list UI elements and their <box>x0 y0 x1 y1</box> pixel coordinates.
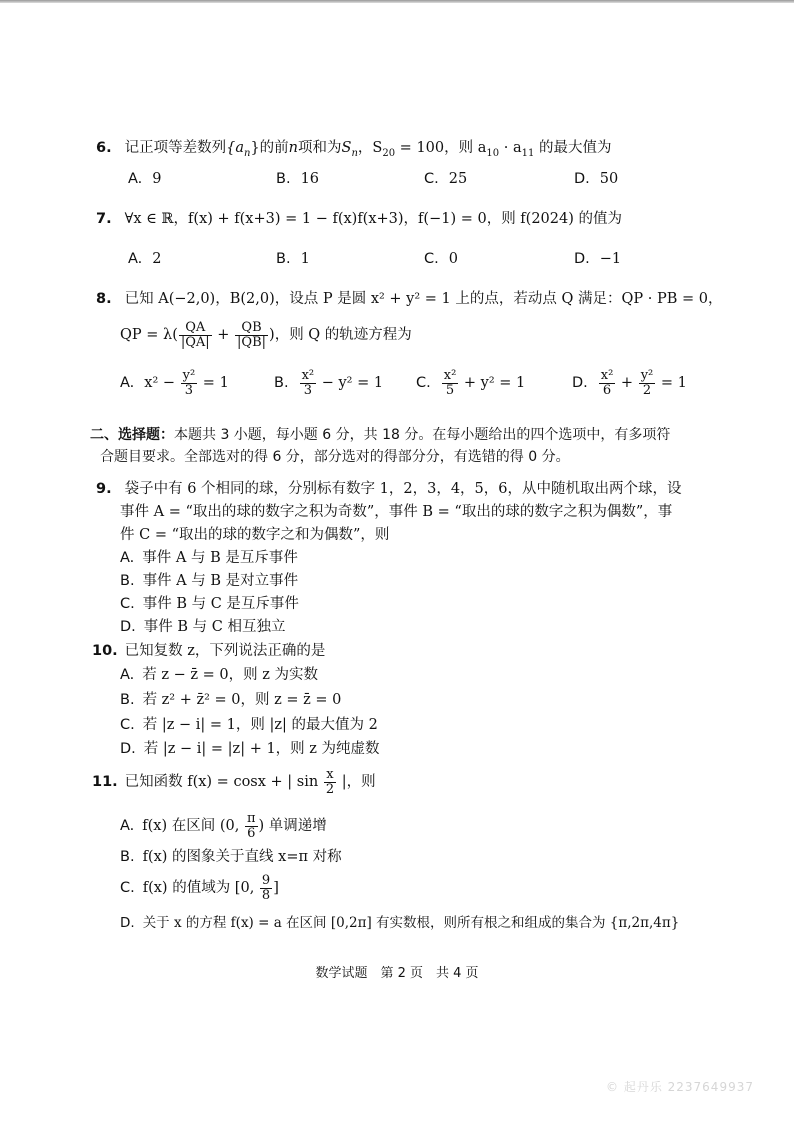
option-b[interactable]: B. f(x) 的图象关于直线 x=π 对称 <box>120 849 342 865</box>
option-a[interactable]: A. f(x) 在区间 (0, $\frac{\pi}{6}$ ) 单调递增 <box>120 810 327 841</box>
question-number: 11. <box>92 774 118 790</box>
option-d[interactable]: D. −1 <box>574 251 622 267</box>
option-d[interactable]: D. 若 |z − i| = |z| + 1，则 z 为纯虚数 <box>120 741 380 757</box>
question-9: 9. 袋子中有 6 个相同的球，分别标有数字 1，2，3，4，5，6，从中随机取出两个球，设 <box>96 478 754 500</box>
question-number: 6. <box>96 140 112 156</box>
question-8-options <box>120 366 740 400</box>
question-8 <box>96 288 754 310</box>
section-title: 二、选择题： <box>90 427 174 443</box>
option-b[interactable]: B. 1 <box>276 251 310 267</box>
question-10: 10. 已知复数 z，下列说法正确的是 <box>92 640 754 662</box>
option-c[interactable]: C. 25 <box>424 171 468 187</box>
question-text: ∀x ∈ ℝ，f(x) + f(x+3) = 1 − f(x)f(x+3)，f(−1) = 0，则 f(2024) 的值为 <box>124 211 622 227</box>
option-b[interactable]: B. 16 <box>276 171 320 187</box>
watermark: © 起丹乐 2237649937 <box>606 1080 754 1094</box>
option-b[interactable]: B. 若 z² + z̄² = 0，则 z = z̄ = 0 <box>120 692 342 708</box>
question-number: 7. <box>96 211 112 227</box>
option-c[interactable]: C. f(x) 的值域为 [0, $\frac{9}{8}$ ] <box>120 872 279 903</box>
question-number: 10. <box>92 643 118 659</box>
question-6-options <box>120 166 740 192</box>
option-a[interactable]: A. 若 z − z̄ = 0，则 z 为实数 <box>120 667 318 683</box>
question-7 <box>96 208 754 230</box>
option-d[interactable]: D. 50 <box>574 171 619 187</box>
option-b[interactable]: B. $\frac{\text{x²}}{3}$ − y² = 1 <box>274 367 384 398</box>
question-9-line3: 件 C = “取出的球的数字之和为偶数”，则 <box>120 527 390 543</box>
option-c[interactable]: C. 事件 B 与 C 是互斥事件 <box>120 596 299 612</box>
option-b[interactable]: B. 事件 A 与 B 是对立事件 <box>120 573 299 589</box>
question-9-line2: 事件 A = “取出的球的数字之积为奇数”，事件 B = “取出的球的数字之积为偶数”，事 <box>120 504 673 520</box>
option-a[interactable]: A. 2 <box>128 251 162 267</box>
option-c[interactable]: C. $\frac{\text{x²}}{5}$ + y² = 1 <box>416 367 526 398</box>
question-6: 6. 记正项等差数列$\{a_n\}$的前n项和为$S_n$，$S_{20} = 100$，则 $a_{10} \cdot a_{11}$ 的最大值为 <box>96 137 754 165</box>
question-11: 11. 已知函数 f(x) = cosx + | sin $\frac{x}{2}$ |，则 <box>92 766 376 797</box>
option-d[interactable]: D. 事件 B 与 C 相互独立 <box>120 619 286 635</box>
page-footer: 数学试题 第 2 页 共 4 页 <box>315 966 479 981</box>
question-number: 9. <box>96 481 112 497</box>
question-number: 8. <box>96 291 112 307</box>
option-a[interactable]: A. 事件 A 与 B 是互斥事件 <box>120 550 298 566</box>
option-a[interactable]: A. x² − $\frac{\text{y²}}{3}$ = 1 <box>120 367 229 398</box>
option-d[interactable]: D. 关于 x 的方程 f(x) = a 在区间 [0,2π] 有实数根，则所有根之和组成的集合为 {π,2π,4π} <box>120 915 680 931</box>
option-a[interactable]: A. 9 <box>128 171 162 187</box>
section-2-instructions: 二、选择题：本题共 3 小题，每小题 6 分，共 18 分。在每小题给出的四个选项中，有多项符 合题目要求。全部选对的得 6 分，部分选对的得部分分，有选错的得 0 分。 <box>90 427 671 465</box>
question-7-options <box>120 246 740 272</box>
question-text: 已知 A(−2,0)，B(2,0)，设点 P 是圆 x² + y² = 1 上的点，若动点 Q 满足：QP · PB = 0， <box>124 291 723 307</box>
option-c[interactable]: C. 若 |z − i| = 1，则 |z| 的最大值为 2 <box>120 717 378 733</box>
option-d[interactable]: D. $\frac{\text{x²}}{6}$ + $\frac{\text{y²}}{2}$ = 1 <box>572 367 687 398</box>
option-c[interactable]: C. 0 <box>424 251 458 267</box>
question-8-line2: QP = λ( $\frac{QA}{|QA|}$ + $\frac{QB}{|QB|}$ )，则 Q 的轨迹方程为 <box>120 319 412 350</box>
